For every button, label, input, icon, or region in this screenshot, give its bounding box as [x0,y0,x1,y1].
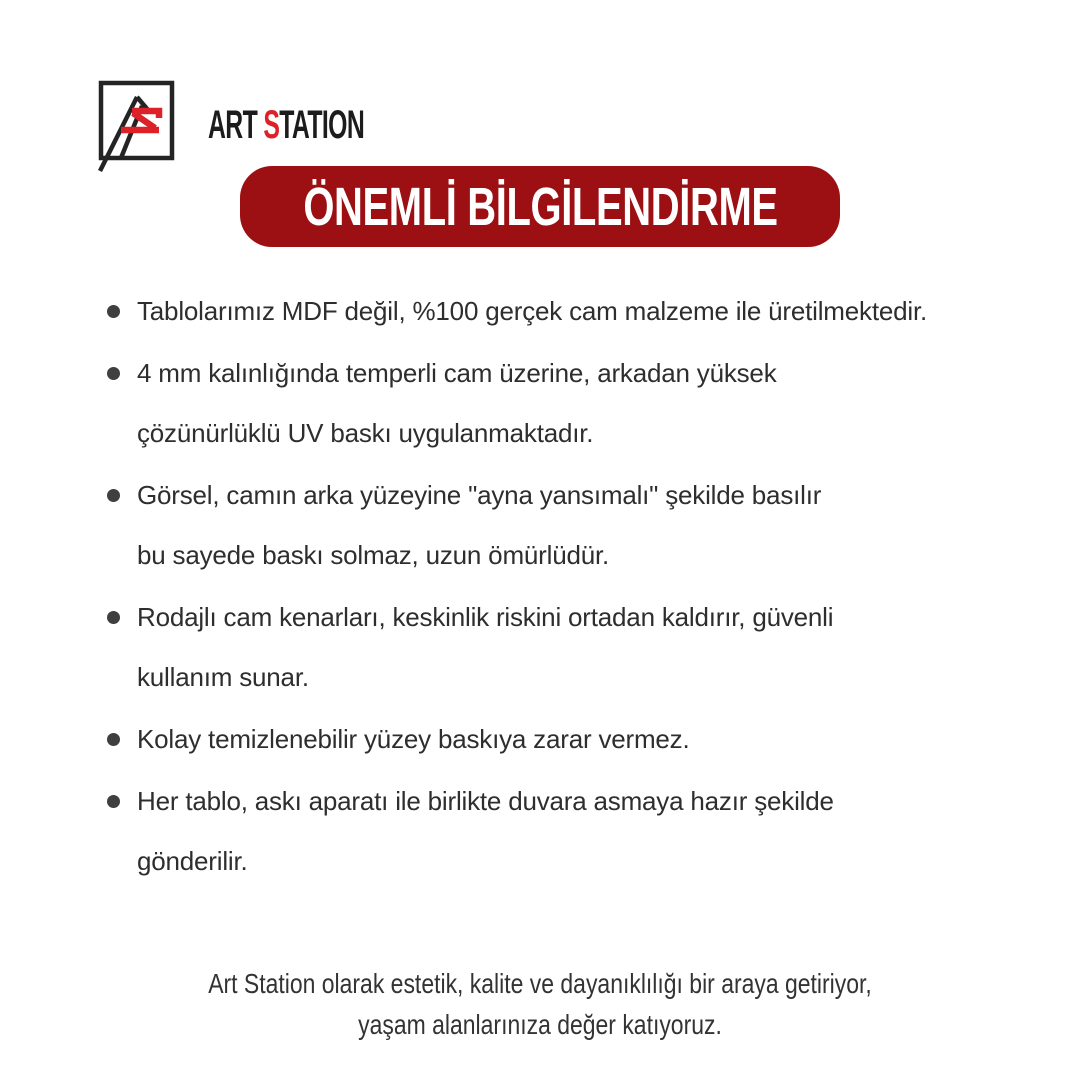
feature-line: gönderilir. [137,846,248,876]
list-item [107,771,1057,891]
feature-line: kullanım sunar. [137,662,309,692]
feature-line: Kolay temizlenebilir yüzey baskıya zarar vermez. [137,724,690,754]
as-monogram-logo-icon [95,72,195,172]
brand-wordmark [208,103,364,148]
feature-line: Görsel, camın arka yüzeyine "ayna yansımalı" şekilde basılır [137,480,822,510]
feature-line: çözünürlüklü UV baskı uygulanmaktadır. [137,418,594,448]
list-item [107,465,1057,585]
list-item [107,343,1057,463]
bullet-dot-icon [107,733,120,746]
list-item [107,587,1057,707]
bullet-dot-icon [107,367,120,380]
bullet-dot-icon [107,305,120,318]
list-item [107,281,1057,341]
bullet-dot-icon [107,611,120,624]
footer-slogan [97,963,983,1045]
bullet-dot-icon [107,489,120,502]
feature-line: bu sayede baskı solmaz, uzun ömürlüdür. [137,540,610,570]
bullet-dot-icon [107,795,120,808]
feature-line: Tablolarımız MDF değil, %100 gerçek cam malzeme ile üretilmektedir. [137,296,927,326]
footer-line: Art Station olarak estetik, kalite ve dayanıklılığı bir araya getiriyor, [208,968,872,999]
footer-line: yaşam alanlarınıza değer katıyoruz. [358,1009,722,1040]
brand-wordmark-tation: TATION [279,102,365,147]
brand-wordmark-s-accent: S [263,102,280,147]
brand-header [95,72,460,172]
feature-line: Rodajlı cam kenarları, keskinlik riskini ortadan kaldırır, güvenli [137,602,834,632]
list-item [107,709,1057,769]
feature-line: 4 mm kalınlığında temperli cam üzerine, arkadan yüksek [137,358,777,388]
banner-title: ÖNEMLİ BİLGİLENDİRME [302,176,778,237]
important-info-banner [240,166,840,247]
feature-list [107,281,1057,893]
feature-line: Her tablo, askı aparatı ile birlikte duvara asmaya hazır şekilde [137,786,834,816]
brand-wordmark-art: ART [208,102,258,147]
